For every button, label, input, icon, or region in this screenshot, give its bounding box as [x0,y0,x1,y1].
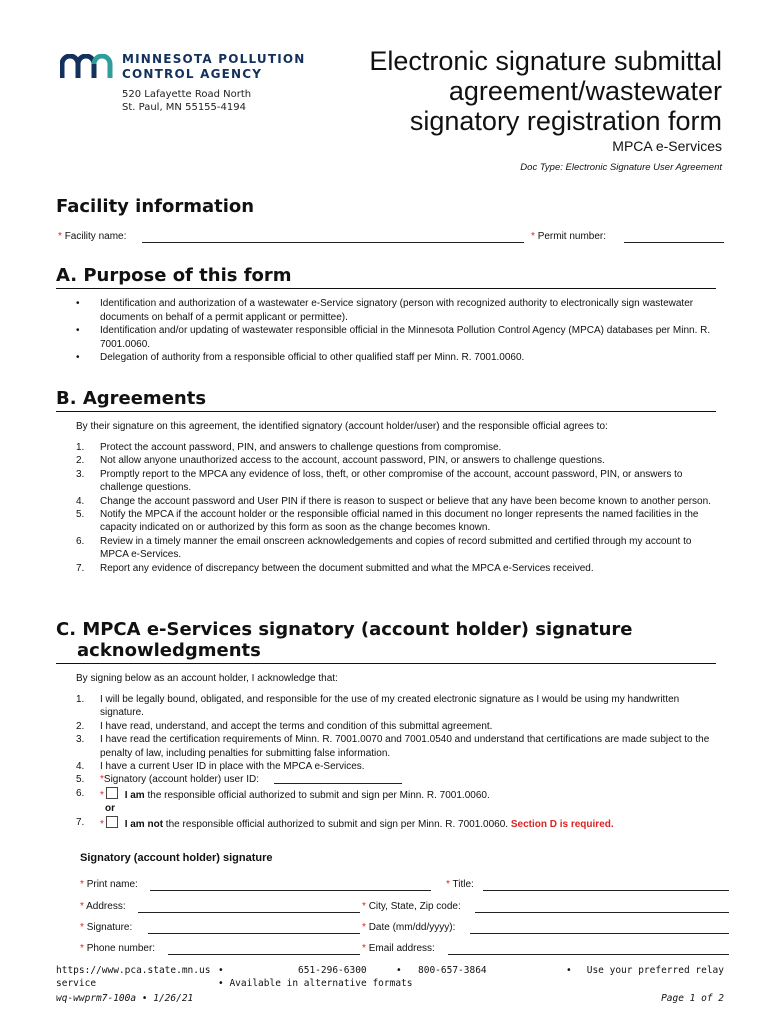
footer-doc-code: wq-wwprm7-100a • 1/26/21 [56,993,194,1004]
title-label: * Title: [446,879,474,890]
section-a-list [76,297,716,365]
list-item: or [105,803,115,815]
doc-type: Doc Type: Electronic Signature User Agreement [520,162,722,173]
phone-label: * Phone number: [80,943,156,954]
section-c-rule [56,663,716,664]
section-b-heading: B. Agreements [56,388,207,409]
signature-input[interactable] [148,933,360,934]
section-c-intro: By signing below as an account holder, I acknowledge that: [76,673,338,684]
form-title [302,46,722,136]
footer-alt-formats: Available in alternative formats [229,978,413,989]
section-a-rule [56,288,716,289]
city-label: * City, State, Zip code: [362,901,461,912]
print-name-input[interactable] [150,890,431,891]
footer-relay: Use your preferred relay [586,965,724,976]
title-input[interactable] [483,890,729,891]
footer-service: service [56,978,97,989]
permit-number-label: * Permit number: [531,231,607,242]
address-line-1: 520 Lafayette Road North [122,89,252,100]
date-input[interactable] [470,933,729,934]
phone-input[interactable] [168,954,360,955]
address-line-2: St. Paul, MN 55155-4194 [122,102,246,113]
section-b-intro: By their signature on this agreement, the identified signatory (account holder/user) and the responsible official agrees to: [76,421,608,432]
form-subtitle: MPCA e-Services [612,138,722,154]
list-item: 3. Promptly report to the MPCA any evidence of loss, theft, or other compromise of the account, account password, PIN, or answers to challenge questions. [76,468,683,494]
footer-phone-1: 651-296-6300 [298,965,367,976]
list-item: 2. I have read, understand, and accept the terms and condition of this submittal agreement. [76,720,493,732]
title-line-2: agreement/wastewater [448,76,722,106]
section-b-rule [56,411,716,412]
mpca-logo-icon [60,54,120,80]
list-item: 3. I have read the certification requirements of Minn. R. 7001.0070 and 7001.0540 and understand that certifications are made subject to the penalty of law, including penalties for submitting false information. [76,734,710,759]
list-item: 4. Change the account password and User PIN if there is reason to suspect or believe that any have been become known to another person. [76,495,711,507]
agency-line-2: CONTROL AGENCY [122,67,263,81]
agency-address [122,88,251,114]
section-b-list [76,441,716,575]
list-item: 1. I will be legally bound, obligated, and responsible for the use of my created electronic signature as I would be using my handwritten signature. [76,694,680,719]
list-item: 6. * I am the responsible official authorized to submit and sign per Minn. R. 7001.0060. [76,787,490,801]
not-responsible-official-checkbox[interactable] [106,816,118,828]
footer-page-number: Page 1 of 2 [661,993,724,1004]
responsible-official-checkbox[interactable] [106,787,118,799]
page-footer: https://www.pca.state.mn.us • 651-296-6300 • 800-657-3864 • Use your preferred relay service • Available in alternative formats wq-wwprm7-100a • 1/26/21 Page 1 of 2 [56,965,724,1004]
email-label: * Email address: [362,943,435,954]
list-item: 7. Report any evidence of discrepancy between the document submitted and what the MPCA e-Services received. [76,562,594,574]
title-line-1: Electronic signature submittal [369,46,722,76]
permit-number-input[interactable] [624,242,724,243]
user-id-input[interactable] [274,783,402,784]
agency-name [122,52,306,82]
list-item: 1. Protect the account password, PIN, and answers to challenge questions from compromise. [76,442,502,453]
facility-name-input[interactable] [142,242,524,243]
list-item: 4. I have a current User ID in place with the MPCA e-Services. [76,761,365,773]
section-c-list [76,693,716,831]
section-a-heading: A. Purpose of this form [56,265,292,286]
signature-label: * Signature: [80,922,133,933]
address-label: * Address: [80,901,126,912]
agency-line-1: MINNESOTA POLLUTION [122,52,306,66]
city-input[interactable] [475,912,729,913]
list-item: • Identification and/or updating of wastewater responsible official in the Minnesota Pollution Control Agency (MPCA) databases per Minn. R. 7001.0060. [76,324,716,351]
list-item: 6. Review in a timely manner the email onscreen acknowledgements and copies of record submitted and certified through my account to MPCA e-Services. [76,535,692,561]
date-label: * Date (mm/dd/yyyy): [362,922,456,933]
address-input[interactable] [138,912,360,913]
facility-name-label: * Facility name: [58,231,127,242]
email-input[interactable] [448,954,729,955]
list-item: • Identification and authorization of a wastewater e-Service signatory (person with recognized authority to electronically sign wastewater documents on behalf of a permit applicant or permittee). [76,297,716,324]
facility-heading: Facility information [56,196,255,217]
list-item: 7. * I am not the responsible official authorized to submit and sign per Minn. R. 7001.0060. Section D is required. [76,816,614,830]
list-item: 2. Not allow anyone unauthorized access to the account, account password, PIN, or answers to challenge questions. [76,455,605,467]
section-c-heading: C. MPCA e-Services signatory (account holder) signature acknowledgments [56,619,633,661]
print-name-label: * Print name: [80,879,138,890]
footer-phone-2: 800-657-3864 [418,965,487,976]
list-item: 5. *Signatory (account holder) user ID: [76,773,716,786]
signature-heading: Signatory (account holder) signature [80,852,273,864]
list-item: 5. Notify the MPCA if the account holder or the responsible official named in this document no longer represents the named facilities in the capacity indicated on or authorized by this form as soon as the change becomes known. [76,509,699,534]
title-line-3: signatory registration form [409,106,722,136]
footer-url[interactable]: https://www.pca.state.mn.us [56,965,211,976]
list-item: • Delegation of authority from a responsible official to other qualified staff per Minn. R. 7001.0060. [76,351,716,365]
